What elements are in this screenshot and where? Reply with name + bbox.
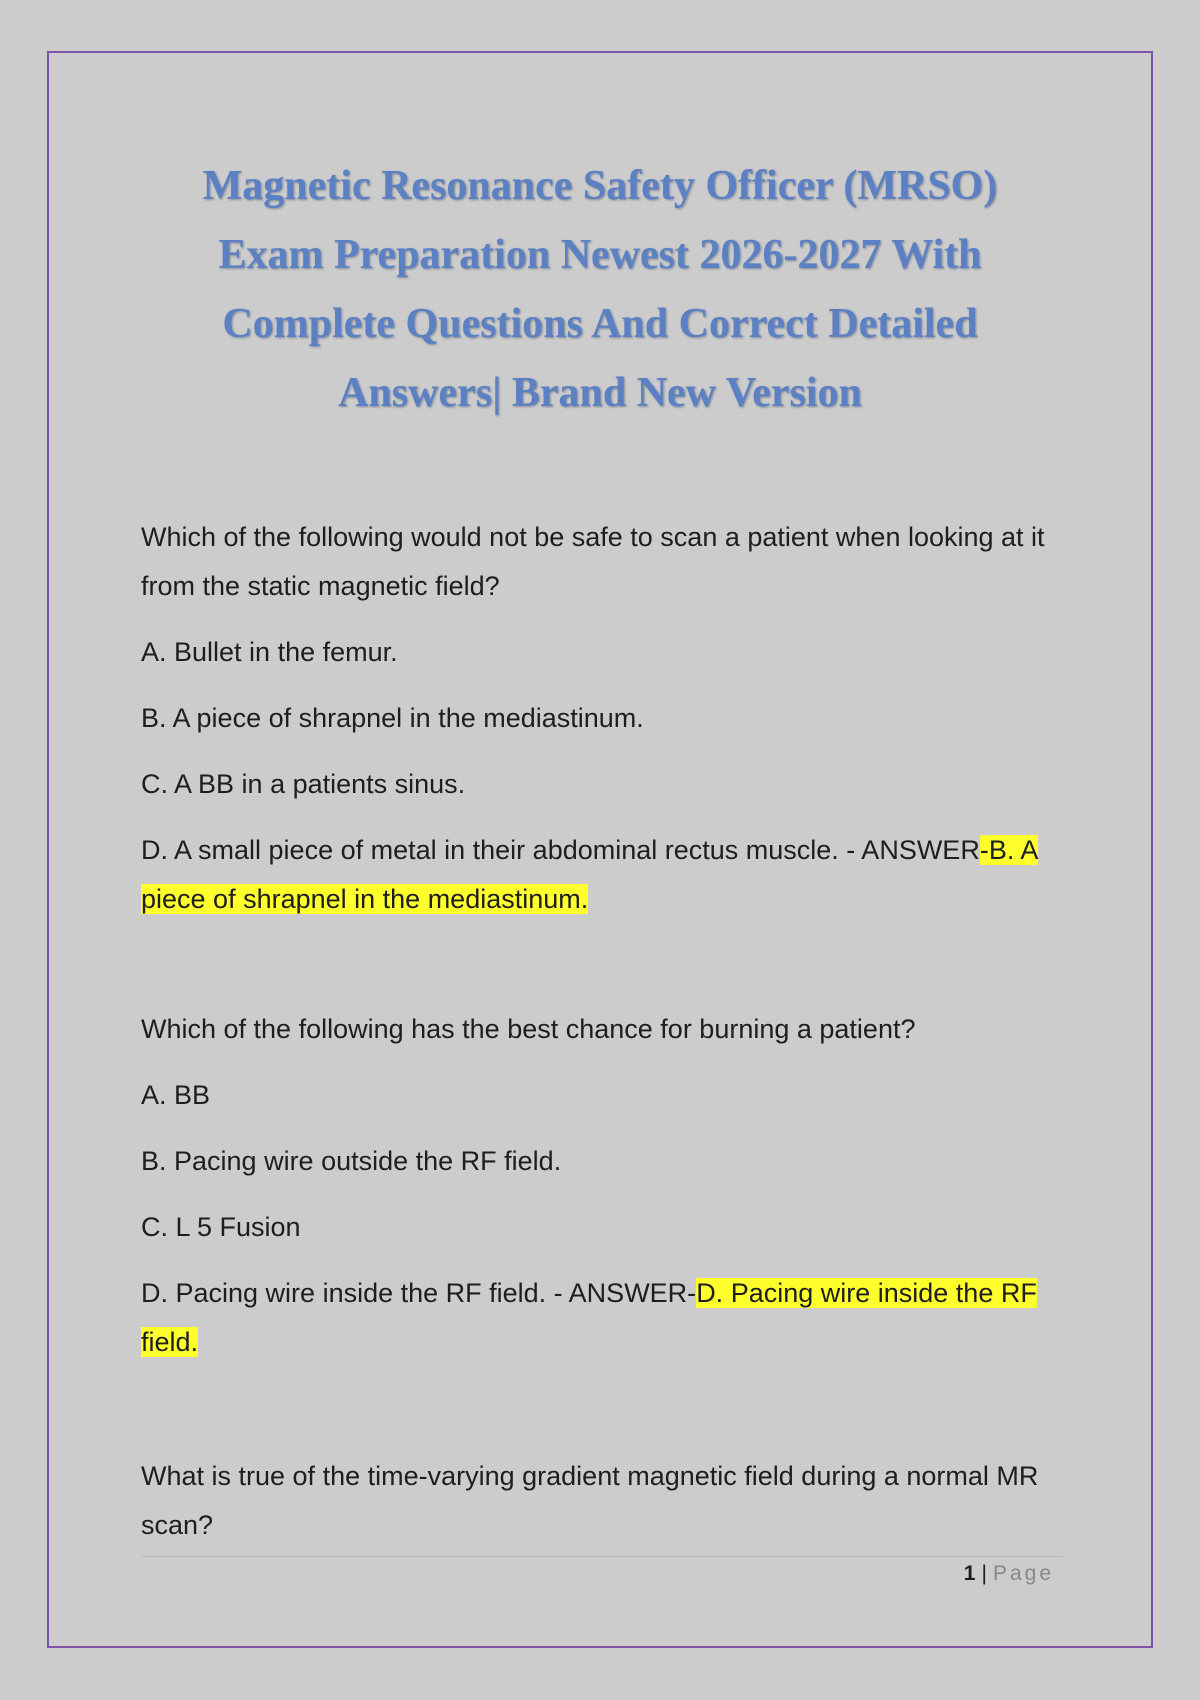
title-line: Magnetic Resonance Safety Officer (MRSO) [202,163,998,209]
option-d-text: D. A small piece of metal in their abdominal rectus muscle. - ANSWER [141,835,980,865]
title-line: Answers| Brand New Version [338,370,862,416]
answer-highlight: -B. A piece of shrapnel in the mediastinum. [141,835,1039,914]
page-footer [964,1562,1054,1586]
question-1 [141,513,1071,924]
page-label: Page [992,1562,1054,1585]
footer-separator: | [981,1562,987,1585]
answer-highlight: D. Pacing wire inside the RF field. [141,1278,1037,1357]
questions-body [141,513,1071,1567]
title-line: Exam Preparation Newest 2026-2027 With [218,232,982,278]
option-b: B. Pacing wire outside the RF field. [141,1146,562,1176]
question-text: Which of the following has the best chance for burning a patient? [141,1014,916,1044]
question-2 [141,1005,1071,1367]
question-3 [141,1452,1071,1550]
page-number: 1 [963,1562,976,1585]
document-title [130,152,1070,428]
option-c: C. L 5 Fusion [141,1212,301,1242]
question-text: What is true of the time-varying gradient magnetic field during a normal MR scan? [141,1461,1039,1540]
option-a: A. BB [141,1080,211,1110]
option-b: B. A piece of shrapnel in the mediastinum. [141,703,644,733]
footer-divider [141,1556,1063,1557]
title-line: Complete Questions And Correct Detailed [222,301,978,347]
option-a: A. Bullet in the femur. [141,637,398,667]
option-d [141,826,1071,924]
question-text: Which of the following would not be safe to scan a patient when looking at it from the static magnetic field? [141,522,1045,601]
option-c: C. A BB in a patients sinus. [141,769,466,799]
option-d [141,1269,1071,1367]
option-d-text: D. Pacing wire inside the RF field. - ANSWER- [141,1278,697,1308]
